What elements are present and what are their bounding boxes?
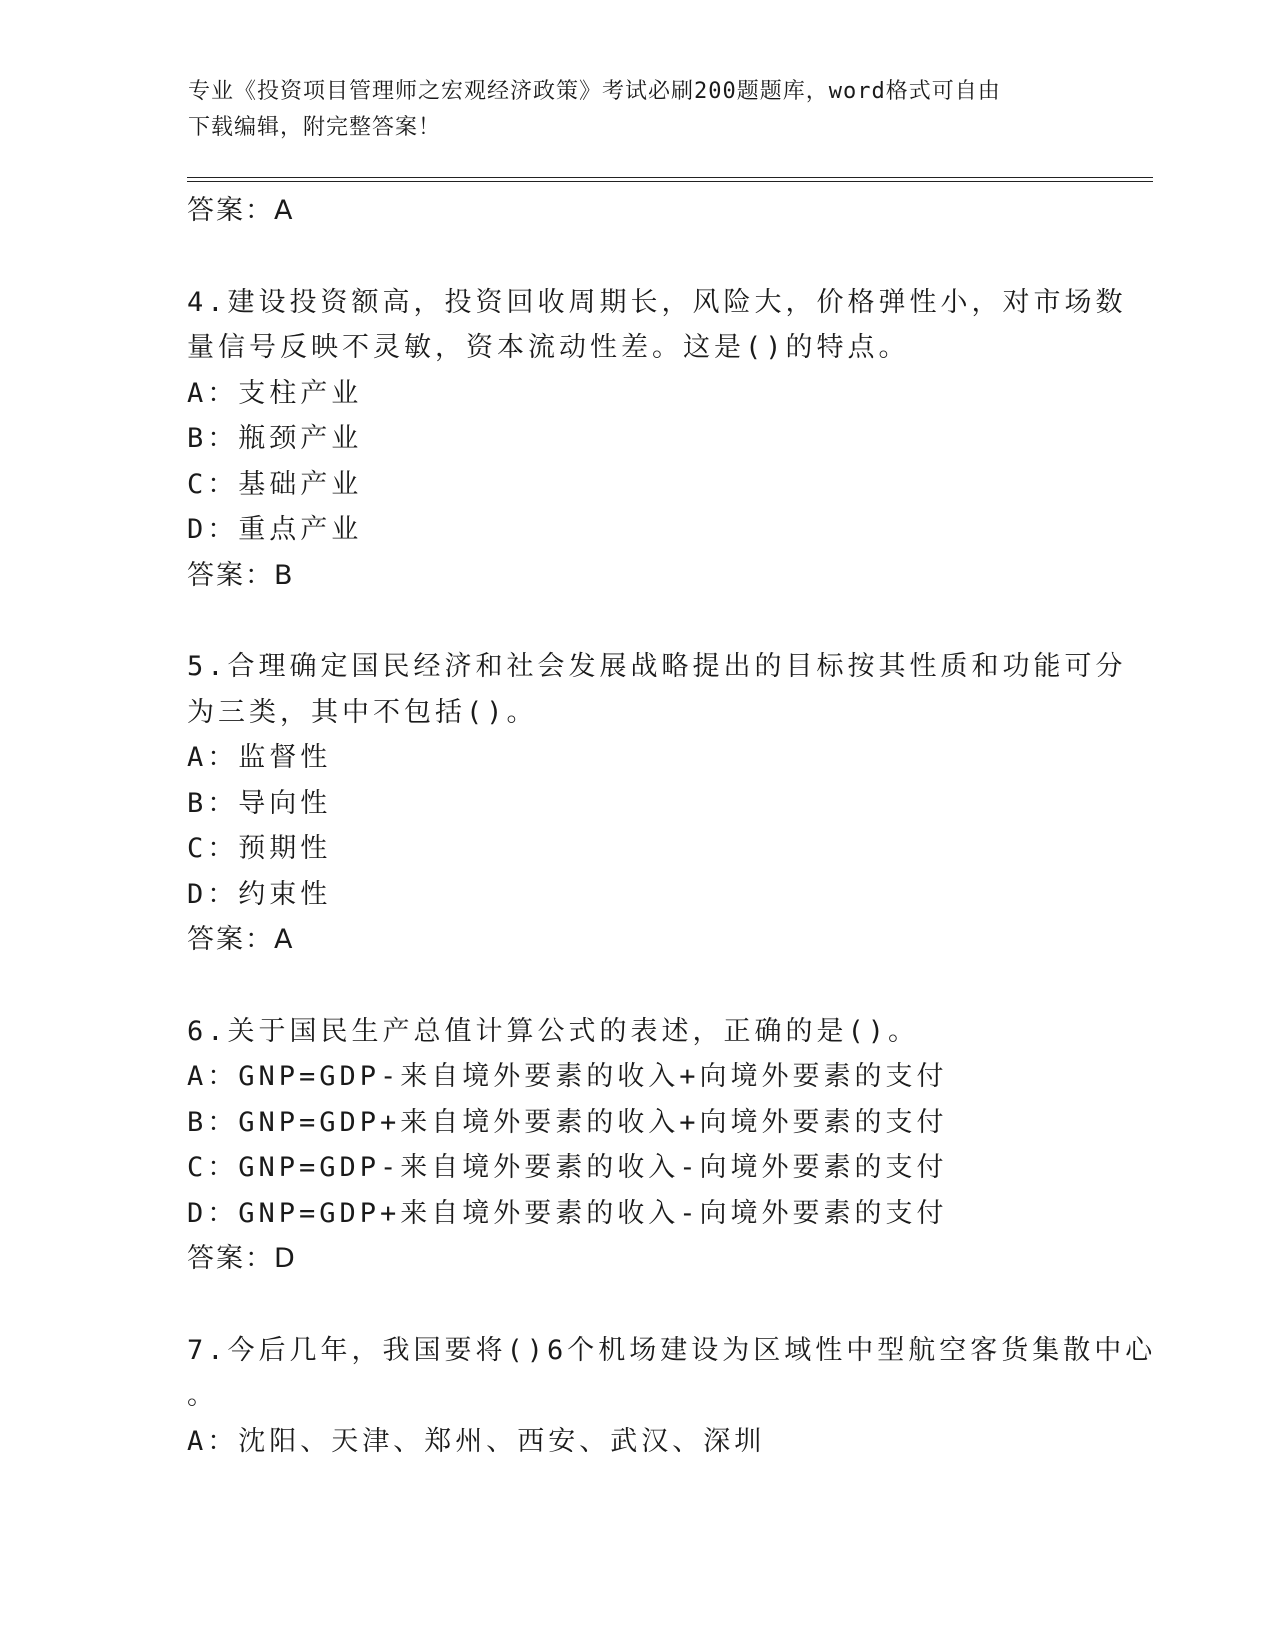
- option-a: A：监督性: [187, 742, 332, 773]
- document-body: [187, 188, 1157, 1464]
- question-block: [187, 280, 1127, 599]
- question-text: 。: [187, 1380, 218, 1411]
- option-d: D：GNP=GDP+来自境外要素的收入-向境外要素的支付: [187, 1197, 948, 1229]
- answer-line: 答案：D: [187, 1243, 297, 1274]
- question-block: [187, 1009, 1087, 1282]
- header-rule-bottom: [187, 181, 1153, 182]
- option-a: A：支柱产业: [187, 377, 363, 409]
- header-line-2: 下载编辑，附完整答案！: [188, 115, 442, 140]
- document-header: [188, 74, 1088, 146]
- option-a: A：沈阳、天津、郑州、西安、武汉、深圳: [187, 1425, 766, 1457]
- question-block: [187, 1328, 1157, 1465]
- question-text: 4.建设投资额高，投资回收周期长，风险大，价格弹性小，对市场数: [187, 286, 1127, 318]
- option-c: C：基础产业: [187, 468, 363, 500]
- option-b: B：瓶颈产业: [187, 423, 363, 454]
- question-text: 7.今后几年，我国要将()6个机场建设为区域性中型航空客货集散中心: [187, 1334, 1157, 1366]
- option-a: A：GNP=GDP-来自境外要素的收入+向境外要素的支付: [187, 1061, 948, 1092]
- header-line-1: 专业《投资项目管理师之宏观经济政策》考试必刷200题题库，word格式可自由: [188, 79, 1001, 104]
- option-c: C：预期性: [187, 833, 332, 864]
- answer-line: 答案：B: [187, 559, 295, 591]
- question-text: 为三类，其中不包括()。: [187, 696, 538, 728]
- spacer: [187, 1282, 1087, 1328]
- option-b: B：GNP=GDP+来自境外要素的收入+向境外要素的支付: [187, 1106, 948, 1138]
- option-d: D：重点产业: [187, 514, 363, 545]
- option-c: C：GNP=GDP-来自境外要素的收入-向境外要素的支付: [187, 1152, 948, 1183]
- answer-line: 答案：A: [187, 195, 295, 226]
- spacer: [187, 963, 1087, 1009]
- option-d: D：约束性: [187, 878, 332, 910]
- question-block: [187, 644, 1127, 963]
- header-rule-top: [187, 177, 1153, 178]
- spacer: [187, 598, 1087, 644]
- question-text: 5.合理确定国民经济和社会发展战略提出的目标按其性质和功能可分: [187, 651, 1127, 682]
- option-b: B：导向性: [187, 787, 332, 819]
- question-text: 6.关于国民生产总值计算公式的表述，正确的是()。: [187, 1015, 920, 1047]
- question-text: 量信号反映不灵敏，资本流动性差。这是()的特点。: [187, 332, 910, 363]
- spacer: [187, 234, 1087, 280]
- answer-line: 答案：A: [187, 924, 295, 955]
